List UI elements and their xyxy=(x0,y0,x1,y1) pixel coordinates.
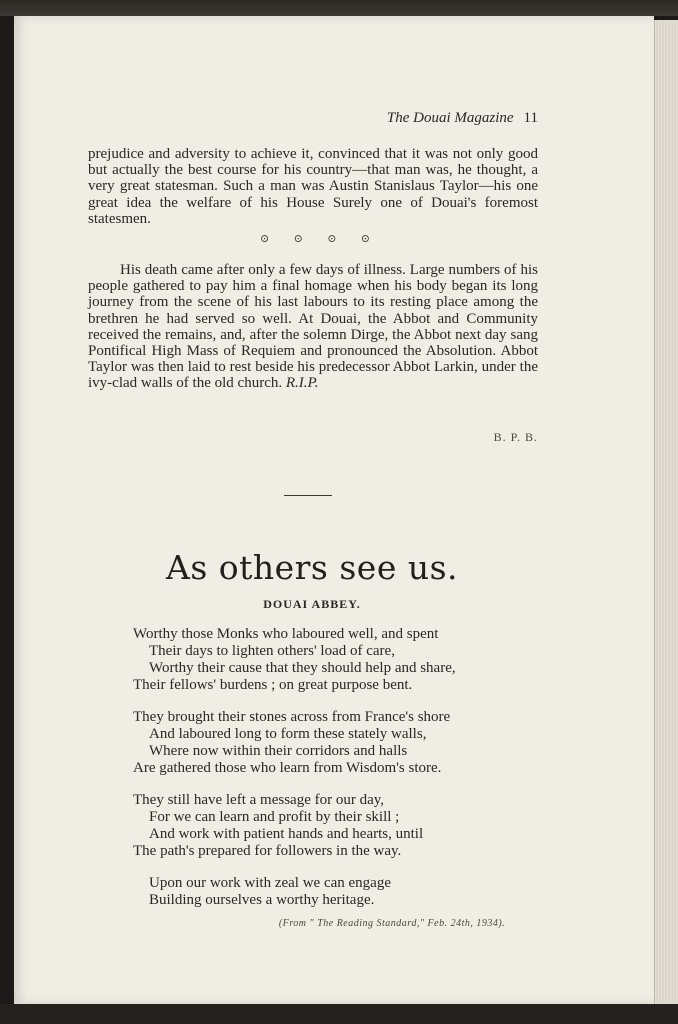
poem-source-citation: (From " The Reading Standard," Feb. 24th, 1934). xyxy=(278,918,506,929)
poem-line: Upon our work with zeal we can engage xyxy=(149,875,391,891)
poem-line: And work with patient hands and hearts, until xyxy=(149,826,424,842)
section-separator xyxy=(260,232,370,245)
poem-line: The path's prepared for followers in the way. xyxy=(133,843,402,859)
poem-stanza xyxy=(133,626,553,694)
author-signature: B. P. B. xyxy=(493,430,538,444)
article-paragraph-2 xyxy=(88,262,538,392)
article-paragraph-1: prejudice and adversity to achieve it, convinced that it was not only good but actually the best course for his country—that man was, he thought, a very great statesman. Such a man was Austin Stanislaus Taylor—his one great idea the welfare of his House Surely one of Douai's foremost statesmen. xyxy=(88,146,538,227)
page-stack-edge xyxy=(654,20,678,1004)
poem-line: Are gathered those who learn from Wisdom's store. xyxy=(133,760,442,776)
poem-line: Their days to lighten others' load of care, xyxy=(149,643,395,659)
rip-text: R.I.P. xyxy=(285,375,319,392)
separator-ornament: ⊙ xyxy=(260,233,270,245)
poem-line: They brought their stones across from France's shore xyxy=(133,709,451,725)
separator-ornament: ⊙ xyxy=(327,233,337,245)
page-number: 11 xyxy=(523,110,538,126)
poem-subtitle: DOUAI ABBEY. xyxy=(263,597,361,611)
header-title: The Douai Magazine xyxy=(386,110,514,126)
poem-stanza xyxy=(133,792,553,860)
poem-line: Building ourselves a worthy heritage. xyxy=(149,892,375,908)
article-paragraph-2-text: His death came after only a few days of illness. Large numbers of his people gathered to pay him a final homage when his body began its long journey from the scene of his last labours to its resting place among the brethren he had served so well. At Douai, the Abbot and Community received the remains, and, after the solemn Dirge, the Abbot next day sang Pontifical High Mass of Requiem and pronounced the Absolution. Abbot Taylor was then laid to rest beside his predecessor Abbot Larkin, under the ivy-clad walls of the old church. xyxy=(88,262,538,392)
poem-stanza xyxy=(133,709,553,777)
divider-rule xyxy=(284,495,332,496)
separator-ornament: ⊙ xyxy=(293,233,303,245)
poem-line: Their fellows' burdens ; on great purpose bent. xyxy=(133,677,413,693)
book-edge-top xyxy=(0,0,678,16)
poem-line: They still have left a message for our day, xyxy=(133,792,385,808)
poem-title: As others see us. xyxy=(165,548,459,587)
poem-body xyxy=(133,626,553,924)
poem-line: And laboured long to form these stately walls, xyxy=(149,726,427,742)
poem-line: Worthy those Monks who laboured well, and spent xyxy=(133,626,439,642)
book-edge-bottom xyxy=(0,1004,678,1024)
poem-line: For we can learn and profit by their skill ; xyxy=(149,809,400,825)
running-header xyxy=(387,110,538,127)
poem-line: Where now within their corridors and halls xyxy=(149,743,408,759)
poem-stanza xyxy=(133,875,553,909)
separator-ornament: ⊙ xyxy=(360,233,370,245)
poem-line: Worthy their cause that they should help and share, xyxy=(149,660,456,676)
